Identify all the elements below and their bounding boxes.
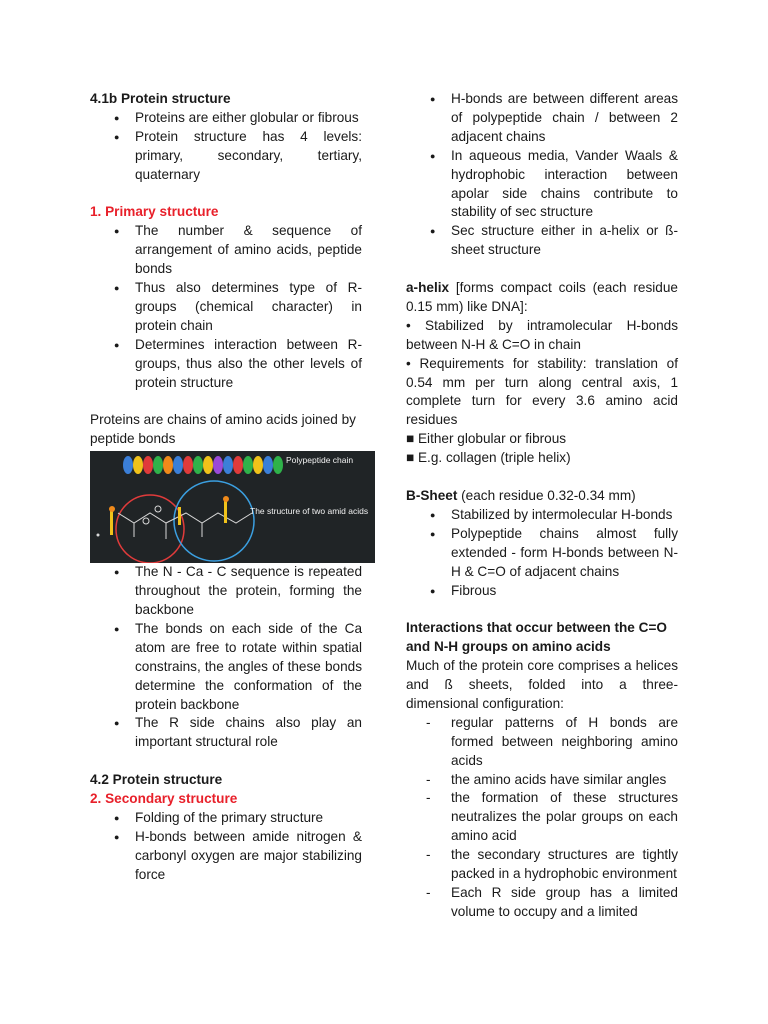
bullet-icon: ● (114, 131, 120, 142)
bond-marker (224, 501, 227, 523)
list-item: ● In aqueous media, Vander Waals & hydrophobic interaction between apolar side chains contribute to stability of sec structure (430, 147, 678, 220)
list-item: ● The N - Ca - C sequence is repeated throughout the protein, forming the backbone (114, 564, 362, 617)
atom-dot (223, 496, 229, 502)
bullet-icon: ● (430, 94, 436, 104)
bullet-icon: ● (430, 528, 436, 539)
alpha-helix-paragraph: a-helix [forms compact coils (each residue 0.15 mm) like DNA]: (406, 280, 678, 314)
list-item: ● Folding of the primary structure (90, 809, 362, 828)
molecule-bonds (118, 506, 252, 539)
list-item: ● Sec structure either in a-helix or ß-sheet structure (430, 223, 678, 258)
polypeptide-illustration (90, 451, 375, 563)
polypeptide-chain-figure (90, 451, 375, 563)
bond-marker (110, 511, 113, 535)
bullet-icon: ● (430, 585, 436, 596)
amino-acid-beads (123, 456, 283, 474)
list-item: - the secondary structures are tightly packed in a hydrophobic environment (426, 847, 678, 882)
bullet-icon: ● (114, 226, 120, 237)
bullet-icon: ● (114, 339, 120, 350)
dash-marker: - (426, 714, 431, 730)
bullet-icon: ● (430, 226, 436, 237)
primary-structure-heading: 1. Primary structure (90, 204, 219, 220)
atom-dot (97, 534, 100, 537)
bond-marker (178, 507, 181, 525)
bullet-icon: ● (114, 112, 120, 123)
right-column (406, 90, 678, 922)
section-heading-4-1b: 4.1b Protein structure (90, 91, 231, 106)
helix-line: • Requirements for stability: translation of 0.54 mm per turn along central axis, 1 complete turn for every 3.6 amino acid residues (406, 355, 678, 428)
list-item: - the amino acids have similar angles (406, 771, 678, 790)
bullet-icon: ● (430, 509, 436, 520)
bullet-icon: ● (430, 150, 436, 161)
helix-line: • Stabilized by intramolecular H-bonds between N-H & C=O in chain (406, 317, 678, 352)
list-item: ● Stabilized by intermolecular H-bonds (406, 506, 678, 525)
list-item: ● Proteins are either globular or fibrous (90, 109, 362, 128)
dash-marker: - (426, 790, 431, 806)
section-heading-4-2: 4.2 Protein structure (90, 772, 223, 788)
bullet-icon: ● (114, 567, 120, 578)
list-item: ● Polypeptide chains almost fully extended - form H-bonds between N-H & C=O of adjacent chains (430, 525, 678, 579)
bullet-icon: ● (114, 718, 120, 729)
interactions-paragraph: Much of the protein core comprises a helices and ß sheets, folded into a three-dimensional configuration: (406, 658, 678, 711)
dash-marker: - (426, 847, 431, 863)
configuration-dash-list (406, 714, 678, 922)
dash-marker: - (426, 885, 431, 901)
helix-line: ■ E.g. collagen (triple helix) (406, 450, 571, 466)
list-item: ● The bonds on each side of the Ca atom are free to rotate within spatial constrains, the angles of these bonds determine the conformation of the protein backbone (114, 620, 362, 712)
interactions-heading: Interactions that occur between the C=O and N-H groups on amino acids (406, 620, 667, 655)
secondary-structure-heading: 2. Secondary structure (90, 791, 238, 807)
left-column (90, 90, 369, 885)
primary-bullet-list (90, 222, 362, 392)
beta-sheet-label: B-Sheet (406, 488, 458, 503)
amino-acid-structure-label: The structure of two amid acids (250, 506, 369, 517)
bullet-icon: ● (114, 831, 120, 842)
helix-line: ■ Either globular or fibrous (406, 431, 567, 447)
list-item: ● Thus also determines type of R-groups (chemical character) in protein chain (114, 280, 362, 333)
list-item: ● Fibrous (406, 582, 678, 601)
hbond-bullet-list (406, 90, 678, 260)
bullet-icon: ● (114, 283, 120, 294)
list-item: - the formation of these structures neutralizes the polar groups on each amino acid (426, 790, 678, 844)
amino-acid-circle-red (116, 495, 184, 563)
bullet-icon: ● (114, 812, 120, 823)
bullet-icon: ● (114, 623, 120, 634)
atom-dot (109, 506, 115, 512)
beta-sheet-bullet-list (406, 506, 678, 601)
dash-marker: - (426, 771, 431, 787)
list-item: - regular patterns of H bonds are formed between neighboring amino acids (426, 714, 678, 768)
chains-paragraph: Proteins are chains of amino acids joined by peptide bonds (90, 412, 356, 447)
list-item: ● The R side chains also play an important structural role (114, 715, 362, 750)
secondary-bullet-list (90, 809, 362, 885)
backbone-bullet-list (90, 563, 362, 752)
alpha-helix-label: a-helix (406, 280, 450, 296)
list-item: ● H-bonds are between different areas of polypeptide chain / between 2 adjacent chains (430, 91, 678, 144)
list-item: ● Protein structure has 4 levels: primary, secondary, tertiary, quaternary (114, 128, 362, 182)
intro-bullet-list (90, 109, 362, 185)
amino-acid-circle-blue (174, 481, 254, 561)
beta-sheet-paragraph: B-Sheet (each residue 0.32-0.34 mm) (406, 488, 636, 503)
list-item: ● The number & sequence of arrangement of amino acids, peptide bonds (114, 223, 362, 277)
list-item: ● Determines interaction between R-groups, thus also the other levels of protein structure (114, 336, 362, 390)
list-item: - Each R side group has a limited volume to occupy and a limited (426, 885, 678, 919)
list-item: ● H-bonds between amide nitrogen & carbonyl oxygen are major stabilizing force (114, 828, 362, 882)
polypeptide-chain-label: Polypeptide chain (286, 455, 354, 466)
